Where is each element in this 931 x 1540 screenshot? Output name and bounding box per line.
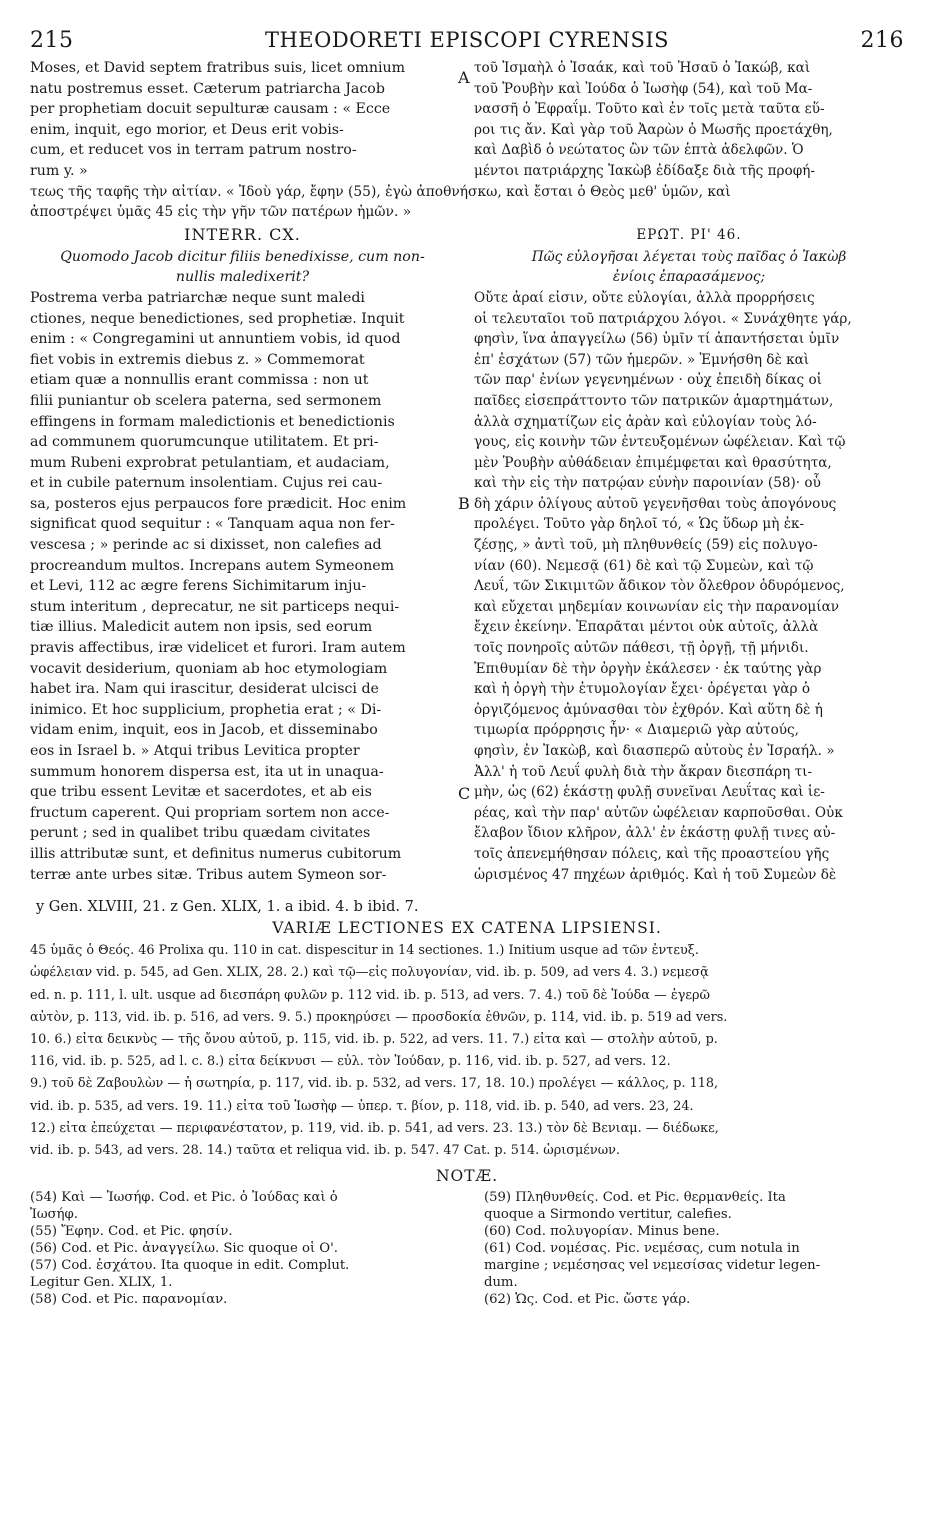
- variae-line: 116, vid. ib. p. 525, ad l. c. 8.) εἶτα δείκνυσι — εὐλ. τὸν Ἰούδαν, p. 116, vid. ib. p. 527, ad vers. 12.: [30, 1054, 671, 1070]
- page: [30, 28, 904, 1308]
- greek-body-line: τοῖς πονηροῖς αὐτῶν πάθεσι, τῇ ὀργῇ, τῇ μήνιδι.: [474, 640, 809, 657]
- latin-body-line: summum honorem dispersa est, ita ut in unaqua-: [30, 763, 384, 780]
- variae-line: 12.) εἶτα ἐπεύχεται — περιφανέστατον, p. 119, vid. ib. p. 541, ad vers. 23. 13.) τὸν δὲ Βενιαμ. — διέδωκε,: [30, 1120, 719, 1136]
- latin-body-line: habet ira. Nam qui irascitur, desiderat ulcisci de: [30, 681, 379, 698]
- latin-body-line: procreandum multos. Increpans autem Symeonem: [30, 557, 395, 574]
- notae: [30, 1189, 904, 1308]
- greek-line: καὶ Δαβὶδ ὁ νεώτατος ὢν τῶν ἑπτὰ ἀδελφῶν. Ὁ: [474, 142, 804, 159]
- latin-body-line: eos in Israel b. » Atqui tribus Levitica propter: [30, 743, 360, 759]
- latin-line: Moses, et David septem fratribus suis, licet omnium: [30, 60, 406, 76]
- greek-body-line: παῖδες εἰσεπράττοντο τῶν πατρικῶν ἁμαρτημάτων,: [474, 392, 834, 409]
- note-line: Ἰωσήφ.: [30, 1207, 78, 1223]
- variae-line: 45 ὑμᾶς ὁ Θεός. 46 Prolixa qu. 110 in cat. dispescitur in 14 sectiones. 1.) Initium usque ad τῶν ἐντευξ.: [30, 943, 699, 959]
- latin-body: [30, 288, 455, 885]
- latin-body-line: tiæ illius. Maledicit autem non ipsis, sed eorum: [30, 619, 373, 636]
- note-line: (60) Cod. πολυγορίαν. Minus bene.: [484, 1224, 720, 1240]
- note-line: quoque a Sirmondo vertitur, calefies.: [484, 1207, 732, 1223]
- greek-body-line: νίαν (60). Νεμεσᾷ (61) δὲ καὶ τῷ Συμεὼν, καὶ τῷ: [474, 557, 814, 574]
- margin-letter-a: A: [458, 68, 470, 87]
- section-questions: [30, 247, 904, 288]
- note-line: (59) Πληθυνθείς. Cod. et Pic. θερμανθείς. Ita: [484, 1190, 786, 1206]
- latin-body-line: vescesa ; » perinde ac si dixisset, non calefies ad: [30, 537, 382, 554]
- latin-body-line: et in cubile paternum insolentiam. Cujus rei cau-: [30, 475, 383, 492]
- greek-body-line: ὡρισμένος 47 πηχέων ἀριθμός. Καὶ ἡ τοῦ Συμεὼν δὲ: [474, 866, 837, 883]
- greek-body-line: ζέσῃς, » ἀντὶ τοῦ, μὴ πληθυνθείς (59) εἰς πολυγο-: [474, 537, 818, 554]
- variae-line: ὠφέλειαν vid. p. 545, ad Gen. XLIX, 28. 2.) καὶ τῷ—εἰς πολυγονίαν, vid. ib. p. 509, ad vers 4. 3.) νεμεσᾷ: [30, 965, 709, 981]
- greek-body-line: Λευΐ, τῶν Σικιμιτῶν ἄδικον τὸν ὄλεθρον ὀδυρόμενος,: [474, 578, 845, 595]
- latin-body-line: inimico. Et hoc supplicium, prophetia erat ; « Di-: [30, 701, 382, 718]
- variae-line: 9.) τοῦ δὲ Ζαβουλὼν — ἡ σωτηρία, p. 117, vid. ib. p. 532, ad vers. 17, 18. 10.) προλέγει — κάλλος, p. 118,: [30, 1076, 719, 1092]
- latin-question-line: nullis maledixerit?: [175, 269, 310, 286]
- greek-body-line: μὴν, ὡς (62) ἑκάστῃ φυλῇ συνεῖναι Λευΐτας καὶ ἱε-: [474, 784, 825, 801]
- notae-right: [484, 1189, 904, 1308]
- greek-body-line: οἱ τελευταῖοι τοῦ πατριάρχου λόγοι. « Συνάχθητε γάρ,: [474, 310, 852, 327]
- greek-line: τοῦ Ῥουβὴν καὶ Ἰούδα ὁ Ἰωσὴφ (54), καὶ τοῦ Μα-: [474, 80, 813, 97]
- greek-body-line: τῶν παρ' ἐνίων γεγενημένων · οὐχ ἐπειδὴ δίκας οἱ: [474, 372, 823, 389]
- greek-body-line: καὶ τὴν εἰς τὴν πατρῴαν εὐνὴν παροινίαν (58)· οὗ: [474, 475, 821, 492]
- greek-body-line: καὶ ἡ ὀργὴ τὴν ἐτυμολογίαν ἔχει· ὀρέγεται γὰρ ὁ: [474, 681, 811, 698]
- greek-body-line: ἔχειν ἐκείνην. Ἐπαρᾶται μέντοι οὐκ αὐτοῖς, ἀλλὰ: [474, 619, 819, 636]
- notae-left: [30, 1189, 450, 1308]
- variae-line: ed. n. p. 111, l. ult. usque ad διεσπάρη φυλῶν p. 112 vid. ib. p. 513, ad vers. 7. 4.) τοῦ δὲ Ἰούδα — ἐγερῶ: [30, 987, 710, 1003]
- latin-line: cum, et reducet vos in terram patrum nostro-: [30, 142, 357, 159]
- variae-line: vid. ib. p. 543, ad vers. 28. 14.) ταῦτα et reliqua vid. ib. p. 547. 47 Cat. p. 514. ὡρισμένων.: [30, 1142, 620, 1158]
- latin-line: per prophetiam docuit sepulturæ causam : « Ecce: [30, 101, 391, 118]
- variae-title: VARIÆ LECTIONES EX CATENA LIPSIENSI.: [272, 919, 662, 938]
- latin-body-line: que tribu essent Levitæ et sacerdotes, et ab eis: [30, 784, 372, 801]
- latin-body-line: vocavit desiderium, quoniam ab hoc etymologiam: [30, 660, 388, 677]
- greek-body-line: φησὶν, ἵνα ἀπαγγείλω (56) ὑμῖν τί ἀπαντήσεται ὑμῖν: [474, 331, 840, 348]
- note-line: margine ; νεμέσησας vel νεμεσίσας videtur legen-: [484, 1258, 821, 1274]
- latin-line: rum y. »: [30, 162, 88, 179]
- greek-body-line: τοῖς ἀπενεμήθησαν πόλεις, καὶ τῆς προαστείου γῆς: [474, 845, 830, 862]
- latin-section-head: INTERR. CX.: [184, 224, 301, 244]
- greek-body-line: μὲν Ῥουβὴν αὐθάδειαν ἐπιμέμφεται καὶ θρασύτητα,: [474, 454, 832, 471]
- greek-question: [474, 247, 904, 288]
- variae-line: αὐτὸν, p. 113, vid. ib. p. 516, ad vers. 9. 5.) προκηρύσει — προσδοκία ἐθνῶν, p. 114, vid. ib. p. 519 ad vers.: [30, 1009, 728, 1025]
- latin-body-line: significat quod sequitur : « Tanquam aqua non fer-: [30, 516, 395, 533]
- greek-line: ροι τις ἄν. Καὶ γὰρ τοῦ Ἀαρὼν ὁ Μωσῆς προετάχθη,: [474, 121, 833, 138]
- greek-column-top: [474, 58, 904, 182]
- latin-body-line: perunt ; sed in qualibet tribu quædam civitates: [30, 825, 371, 842]
- latin-body-line: et Levi, 112 ac ægre ferens Sichimitarum inju-: [30, 578, 367, 595]
- latin-body-line: etiam quæ a nonnullis erant commissa : non ut: [30, 372, 369, 389]
- latin-body-line: Postrema verba patriarchæ neque sunt maledi: [30, 289, 365, 306]
- greek-question-line: Πῶς εὐλογῆσαι λέγεται τοὺς παῖδας ὁ Ἰακὼβ: [531, 248, 847, 265]
- notae-title: NOTÆ.: [435, 1167, 499, 1186]
- note-line: (62) Ὡς. Cod. et Pic. ὥστε γάρ.: [484, 1292, 691, 1308]
- greek-full-line: τεως τῆς ταφῆς τὴν αἰτίαν. « Ἰδοὺ γάρ, ἔφην (55), ἐγὼ ἀποθνήσκω, καὶ ἔσται ὁ Θεὸς μεθ' ὑμῶν, καὶ: [30, 183, 731, 200]
- latin-body-line: enim : « Congregamini ut annuntiem vobis, id quod: [30, 331, 401, 348]
- greek-section-head: ΕΡΩΤ. ΡΙ' 46.: [636, 226, 742, 243]
- latin-question-line: Quomodo Jacob dicitur filiis benedixisse, cum non-: [60, 248, 425, 265]
- latin-line: enim, inquit, ego morior, et Deus erit vobis-: [30, 121, 344, 138]
- greek-line: τοῦ Ἰσμαὴλ ὁ Ἰσαάκ, καὶ τοῦ Ἠσαῦ ὁ Ἰακώβ, καὶ: [474, 60, 811, 76]
- latin-column-top: [30, 58, 455, 182]
- left-page-number: 215: [30, 28, 74, 53]
- greek-body-line: καὶ εὔχεται μηδεμίαν κοινωνίαν εἰς τὴν παρανομίαν: [474, 598, 840, 615]
- latin-body-line: terræ ante urbes sitæ. Tribus autem Symeon sor-: [30, 866, 387, 883]
- greek-body-line: ρέας, καὶ τὴν παρ' αὐτῶν ὠφέλειαν καρποῦσθαι. Οὐκ: [474, 804, 843, 821]
- greek-body-line: Οὔτε ἀραί εἰσιν, οὔτε εὐλογίαι, ἀλλὰ προρρήσεις: [474, 289, 815, 306]
- variae-lectiones: [30, 943, 904, 1159]
- greek-full-width: [30, 182, 904, 223]
- latin-body-line: effingens in formam maledictionis et benedictionis: [30, 413, 395, 430]
- note-line: (57) Cod. ἐσχάτου. Ita quoque in edit. Complut.: [30, 1258, 350, 1274]
- note-line: dum.: [484, 1275, 518, 1291]
- margin-letter-b: B: [458, 494, 470, 513]
- latin-body-line: vidam enim, inquit, eos in Jacob, et disseminabo: [30, 722, 378, 739]
- greek-body: [474, 288, 904, 885]
- greek-full-line: ἀποστρέψει ὑμᾶς 45 εἰς τὴν γῆν τῶν πατέρων ἡμῶν. »: [30, 204, 412, 221]
- scripture-footnotes: y Gen. XLVIII, 21. z Gen. XLIX, 1. a ibid. 4. b ibid. 7.: [36, 899, 419, 916]
- latin-body-line: mum Rubeni exprobrat petulantiam, et audaciam,: [30, 454, 390, 471]
- variae-line: 10. 6.) εἶτα δεικνὺς — τῆς ὄνου αὐτοῦ, p. 115, vid. ib. p. 522, ad vers. 11. 7.) εἶτα καὶ — στολὴν αὐτοῦ, p.: [30, 1031, 718, 1047]
- right-page-number: 216: [860, 28, 904, 53]
- greek-body-line: δὴ χάριν ὀλίγους αὐτοῦ γεγενῆσθαι τοὺς ἀπογόνους: [474, 495, 837, 512]
- greek-body-line: προλέγει. Τοῦτο γὰρ δηλοῖ τό, « Ὡς ὕδωρ μὴ ἐκ-: [474, 516, 805, 533]
- greek-body-line: γους, εἰς κοινὴν τῶν ἐντευξομένων ὠφέλειαν. Καὶ τῷ: [474, 434, 846, 451]
- greek-body-line: ὀργιζόμενος ἀμύνασθαι τὸν ἐχθρόν. Καὶ αὕτη δὲ ἡ: [474, 701, 823, 718]
- greek-body-line: ἐπ' ἐσχάτων (57) τῶν ἡμερῶν. » Ἐμνήσθη δὲ καὶ: [474, 351, 810, 368]
- greek-body-line: φησὶν, ἐν Ἰακὼβ, καὶ διασπερῶ αὐτοὺς ἐν Ἰσραήλ. »: [474, 743, 835, 759]
- note-line: Legitur Gen. XLIX, 1.: [30, 1275, 173, 1291]
- latin-body-line: illis attributæ sunt, et definitus numerus cubitorum: [30, 845, 402, 862]
- latin-body-line: fructum caperent. Qui propriam sortem non acce-: [30, 804, 390, 821]
- latin-body-line: ad communem quorumcunque utilitatem. Et pri-: [30, 434, 379, 451]
- note-line: (55) Ἔφην. Cod. et Pic. φησίν.: [30, 1224, 233, 1240]
- latin-body-line: pravis affectibus, iræ videlicet et furori. Iram autem: [30, 640, 406, 657]
- running-title: THEODORETI EPISCOPI CYRENSIS: [264, 28, 670, 52]
- section-heads: [30, 223, 904, 247]
- greek-body-line: ἀλλὰ σχηματίζων εἰς ἀρὰν καὶ εὐλογίαν τοὺς λό-: [474, 413, 817, 430]
- greek-line: νασσῆ ὁ Ἐφραΐμ. Τοῦτο καὶ ἐν τοῖς μετὰ ταῦτα εὕ-: [474, 101, 825, 118]
- note-line: (58) Cod. et Pic. παρανομίαν.: [30, 1292, 228, 1308]
- note-line: (61) Cod. νομέσας. Pic. νεμέσας, cum notula in: [484, 1241, 800, 1257]
- latin-body-line: fiet vobis in extremis diebus z. » Commemorat: [30, 351, 365, 368]
- running-header: [30, 28, 904, 58]
- latin-body-line: filii puniantur ob scelera paterna, sed sermonem: [30, 392, 382, 409]
- note-line: (56) Cod. et Pic. ἀναγγείλω. Sic quoque οἱ Ο'.: [30, 1241, 338, 1257]
- latin-body-line: stum interitum , deprecatur, ne sit particeps nequi-: [30, 598, 400, 615]
- latin-body-line: sa, posteros ejus perpaucos fore prædicit. Hoc enim: [30, 495, 407, 512]
- greek-body-line: ἔλαβον ἴδιον κλῆρον, ἀλλ' ἐν ἑκάστῃ φυλῇ τινες αὐ-: [474, 825, 836, 842]
- greek-line: μέντοι πατριάρχης Ἰακὼβ ἐδίδαξε διὰ τῆς προφή-: [474, 162, 815, 179]
- greek-body-line: Ἐπιθυμίαν δὲ τὴν ὀργὴν ἐκάλεσεν · ἐκ ταύτης γὰρ: [474, 660, 822, 677]
- variae-line: vid. ib. p. 535, ad vers. 19. 11.) εἶτα τοῦ Ἰωσὴφ — ὑπερ. τ. βίον, p. 118, vid. ib. p. 540, ad vers. 23, 24.: [30, 1098, 694, 1114]
- latin-body-line: ctiones, neque benedictiones, sed prophetiæ. Inquit: [30, 310, 405, 327]
- latin-line: natu postremus esset. Cæterum patriarcha Jacob: [30, 80, 385, 97]
- margin-letter-c: C: [458, 784, 471, 803]
- latin-question: [30, 247, 455, 288]
- greek-body-line: Ἀλλ' ἡ τοῦ Λευΐ φυλὴ διὰ τὴν ἄκραν διεσπάρη τι-: [474, 763, 813, 780]
- greek-body-line: τιμωρία πρόρρησις ἦν· « Διαμεριῶ γὰρ αὐτούς,: [474, 722, 799, 739]
- note-line: (54) Καὶ — Ἰωσήφ. Cod. et Pic. ὁ Ἰούδας καὶ ὁ: [30, 1190, 338, 1206]
- greek-question-line: ἐνίοις ἐπαρασάμενος;: [612, 269, 766, 286]
